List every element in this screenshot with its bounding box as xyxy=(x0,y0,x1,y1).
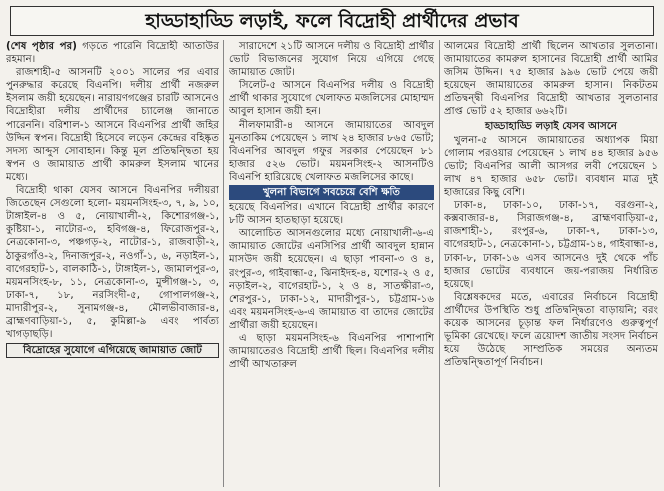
paragraph: খুলনা-৫ আসনে জামায়াতের অধ্যাপক মিয়া গোলাম পরওয়ার পেয়েছেন ১ লাখ ৪৪ হাজার ৯৫৬ ভোট; বিএনপির আলী আসগর লবী পেয়েছেন ১ লাখ ৪৭ হাজার ৬৫৮ ভোট। ব্যবধান মাত্র দুই হাজারের কিছু বেশি। xyxy=(444,134,658,199)
continuation-tag: (শেষ পৃষ্ঠার পর) xyxy=(6,41,77,52)
paragraph: আলমের বিদ্রোহী প্রার্থী ছিলেন আখতার সুলতানা। জামায়াতের কামরুল হাসানের বিদ্রোহী প্রার্থী আমির জসিম উদ্দিন। ৭৫ হাজার ৯৯৬ ভোট পেয়ে জয়ী হয়েছেন জামায়াতের কামরুল হাসান। নিকটতম প্রতিদ্বন্দ্বী বিএনপির বিদ্রোহী আখতার সুলতানার প্রাপ্ত ভোট ৫২ হাজার ৬৬২টি। xyxy=(444,41,658,118)
paragraph: আলোচিত আসনগুলোর মধ্যে নোয়াখালী-৬-এ জামায়াত জোটের এনসিপির প্রার্থী আবদুল হান্নান মাসউদ জয়ী হয়েছেন। এ ছাড়া পাবনা-৩ ও ৪, রংপুর-৩, গাইবান্ধা-৫, ঝিনাইদহ-৪, যশোর-২ ও ৫, নড়াইল-২, বাগেরহাট-১, ২ ও ৪, সাতক্ষীরা-৩, শেরপুর-১, ঢাকা-১২, মাদারীপুর-১, চট্টগ্রাম-১৬ এবং ময়মনসিংহ-৬-এ জামায়াত বা তাদের জোটের প্রার্থীরা জয়ী হয়েছেন। xyxy=(229,228,434,331)
paragraph: হয়েছে বিএনপির। এখানে বিদ্রোহী প্রার্থীর কারণে ৮টি আসন হাতছাড়া হয়েছে। xyxy=(229,202,434,227)
paragraph: বিশ্লেষকদের মতে, এবারের নির্বাচনে বিদ্রোহী প্রার্থীদের উপস্থিতি শুধু প্রতিদ্বন্দ্বিতা বাড়ায়নি; বরং কয়েক আসনের চূড়ান্ত ফল নির্ধারণেও গুরুত্বপূর্ণ ভূমিকা রেখেছে। ফলে ত্রয়োদশ জাতীয় সংসদ নির্বাচন হয়ে উঠেছে সাম্প্রতিক সময়ের অন্যতম প্রতিদ্বন্দ্বিতাপূর্ণ নির্বাচন। xyxy=(444,291,658,369)
paragraph: রাজশাহী-৫ আসনটি ২০০১ সালের পর এবার পুনরুদ্ধার করেছে বিএনপি। দলীয় প্রার্থী নজরুল ইসলাম জয়ী হয়েছেন। নারায়ণগঞ্জের চারটি আসনেও বিদ্রোহীরা দলীয় প্রার্থীদের চ্যালেঞ্জ জানাতে পারেননি। বরিশাল-১ আসনে বিএনপির প্রার্থী জহির উদ্দিন স্বপন। বিদ্রোহী হিসেবে লড়েন কেন্দ্রের বহিষ্কৃত সদস্য আব্দুস সোবাহান। কিন্তু মূল প্রতিদ্বন্দ্বিতা হয় স্বপন ও জামায়াত প্রার্থী কামরুল ইসলাম খানের মধ্যে। xyxy=(6,67,219,183)
lead-paragraph xyxy=(6,40,219,66)
paragraph: এ ছাড়া ময়মনসিংহ-৬ বিএনপির পাশাপাশি জামায়াতেরও বিদ্রোহী প্রার্থী ছিল। বিএনপির দলীয় প্রার্থী আখতারুল xyxy=(229,332,434,371)
column-divider xyxy=(223,40,224,487)
paragraph: সারাদেশে ২১টি আসনে দলীয় ও বিদ্রোহী প্রার্থীর ভোট বিভাজনের সুযোগ নিয়ে এগিয়ে গেছে জামায়াত জোট। xyxy=(229,41,434,79)
column-2 xyxy=(229,40,434,487)
paragraph: ঢাকা-৪, ঢাকা-১০, ঢাকা-১৭, বরগুনা-২, কক্সবাজার-৪, সিরাজগঞ্জ-৪, ব্রাহ্মণবাড়িয়া-৫, রাজশাহী-১, রংপুর-৬, ঢাকা-৭, ঢাকা-১৩, বাগেরহাট-১, নেত্রকোনা-১, চট্টগ্রাম-১৪, গাইবান্ধা-৪, ঢাকা-৮, ঢাকা-১৬ এসব আসনেও দুই থেকে পাঁচ হাজার ভোটের ব্যবধানে জয়-পরাজয় নির্ধারিত হয়েছে। xyxy=(444,200,658,290)
paragraph: সিলেট-৫ আসনে বিএনপির দলীয় ও বিদ্রোহী প্রার্থী থাকার সুযোগে খেলাফত মজলিসের মোহাম্মদ আবুল হাসান জয়ী হন। xyxy=(229,80,434,118)
article-columns xyxy=(6,40,658,487)
column-1 xyxy=(6,40,219,487)
paragraph: বিদ্রোহী থাকা যেসব আসনে বিএনপির দলীয়রা জিতেছেন সেগুলো হলো- ময়মনসিংহ-৩, ৭, ৯, ১০, টাঙ্গাইল-৪ ও ৫, নোয়াখালী-২, কিশোরগঞ্জ-১, কুষ্টিয়া-১, নাটোর-৩, হবিগঞ্জ-৪, ফিরোজপুর-২, নেত্রকোনা-৩, পঞ্চগড়-২, নাটোর-১, রাজবাড়ী-২, ঠাকুরগাঁও-২, দিনাজপুর-২, নওগাঁ-১, ৬, নড়াইল-১, বাগেরহাট-১, বালকাঠি-১, টাঙ্গাইল-১, জামালপুর-৩, ময়মনসিংহ-৮, ১১, নেত্রকোনা-৩, মুন্সীগঞ্জ-১, ৩, ঢাকা-৭, ১৮, নরসিংদী-৫, গোপালগঞ্জ-২, মাদারীপুর-২, সুনামগঞ্জ-৪, মৌলভীবাজার-৪, ব্রাহ্মণবাড়িয়া-১, ৫, কুমিল্লা-৯ এবং পার্বত্য খাগড়াছড়ি। xyxy=(6,185,219,341)
column-divider xyxy=(439,40,440,487)
lead-text: গড়তে পারেনি বিদ্রোহী আতাউর রহমান। xyxy=(6,41,219,66)
subheading: হাড্ডাহাড্ডি লড়াই যেসব আসনে xyxy=(485,120,617,132)
headline: হাড্ডাহাড্ডি লড়াই, ফলে বিদ্রোহী প্রার্থীদের প্রভাব xyxy=(10,6,654,36)
highlight-banner: খুলনা বিভাগে সবচেয়ে বেশি ক্ষতি xyxy=(229,185,434,200)
paragraph: নীলফামারী-৪ আসনে জামায়াতের আবদুল মুনতাকিম পেয়েছেন ১ লাখ ২৪ হাজার ৮৬৫ ভোট; বিএনপির আবদুল গফুর সরকার পেয়েছেন ৮১ হাজার ৫২৬ ভোট। ময়মনসিংহ-২ আসনটিও বিএনপি হারিয়েছে খেলাফত মজলিসের কাছে। xyxy=(229,119,434,183)
subheading: বিদ্রোহের সুযোগে এগিয়েছে জামায়াত জোট xyxy=(6,343,219,358)
column-3 xyxy=(444,40,658,487)
